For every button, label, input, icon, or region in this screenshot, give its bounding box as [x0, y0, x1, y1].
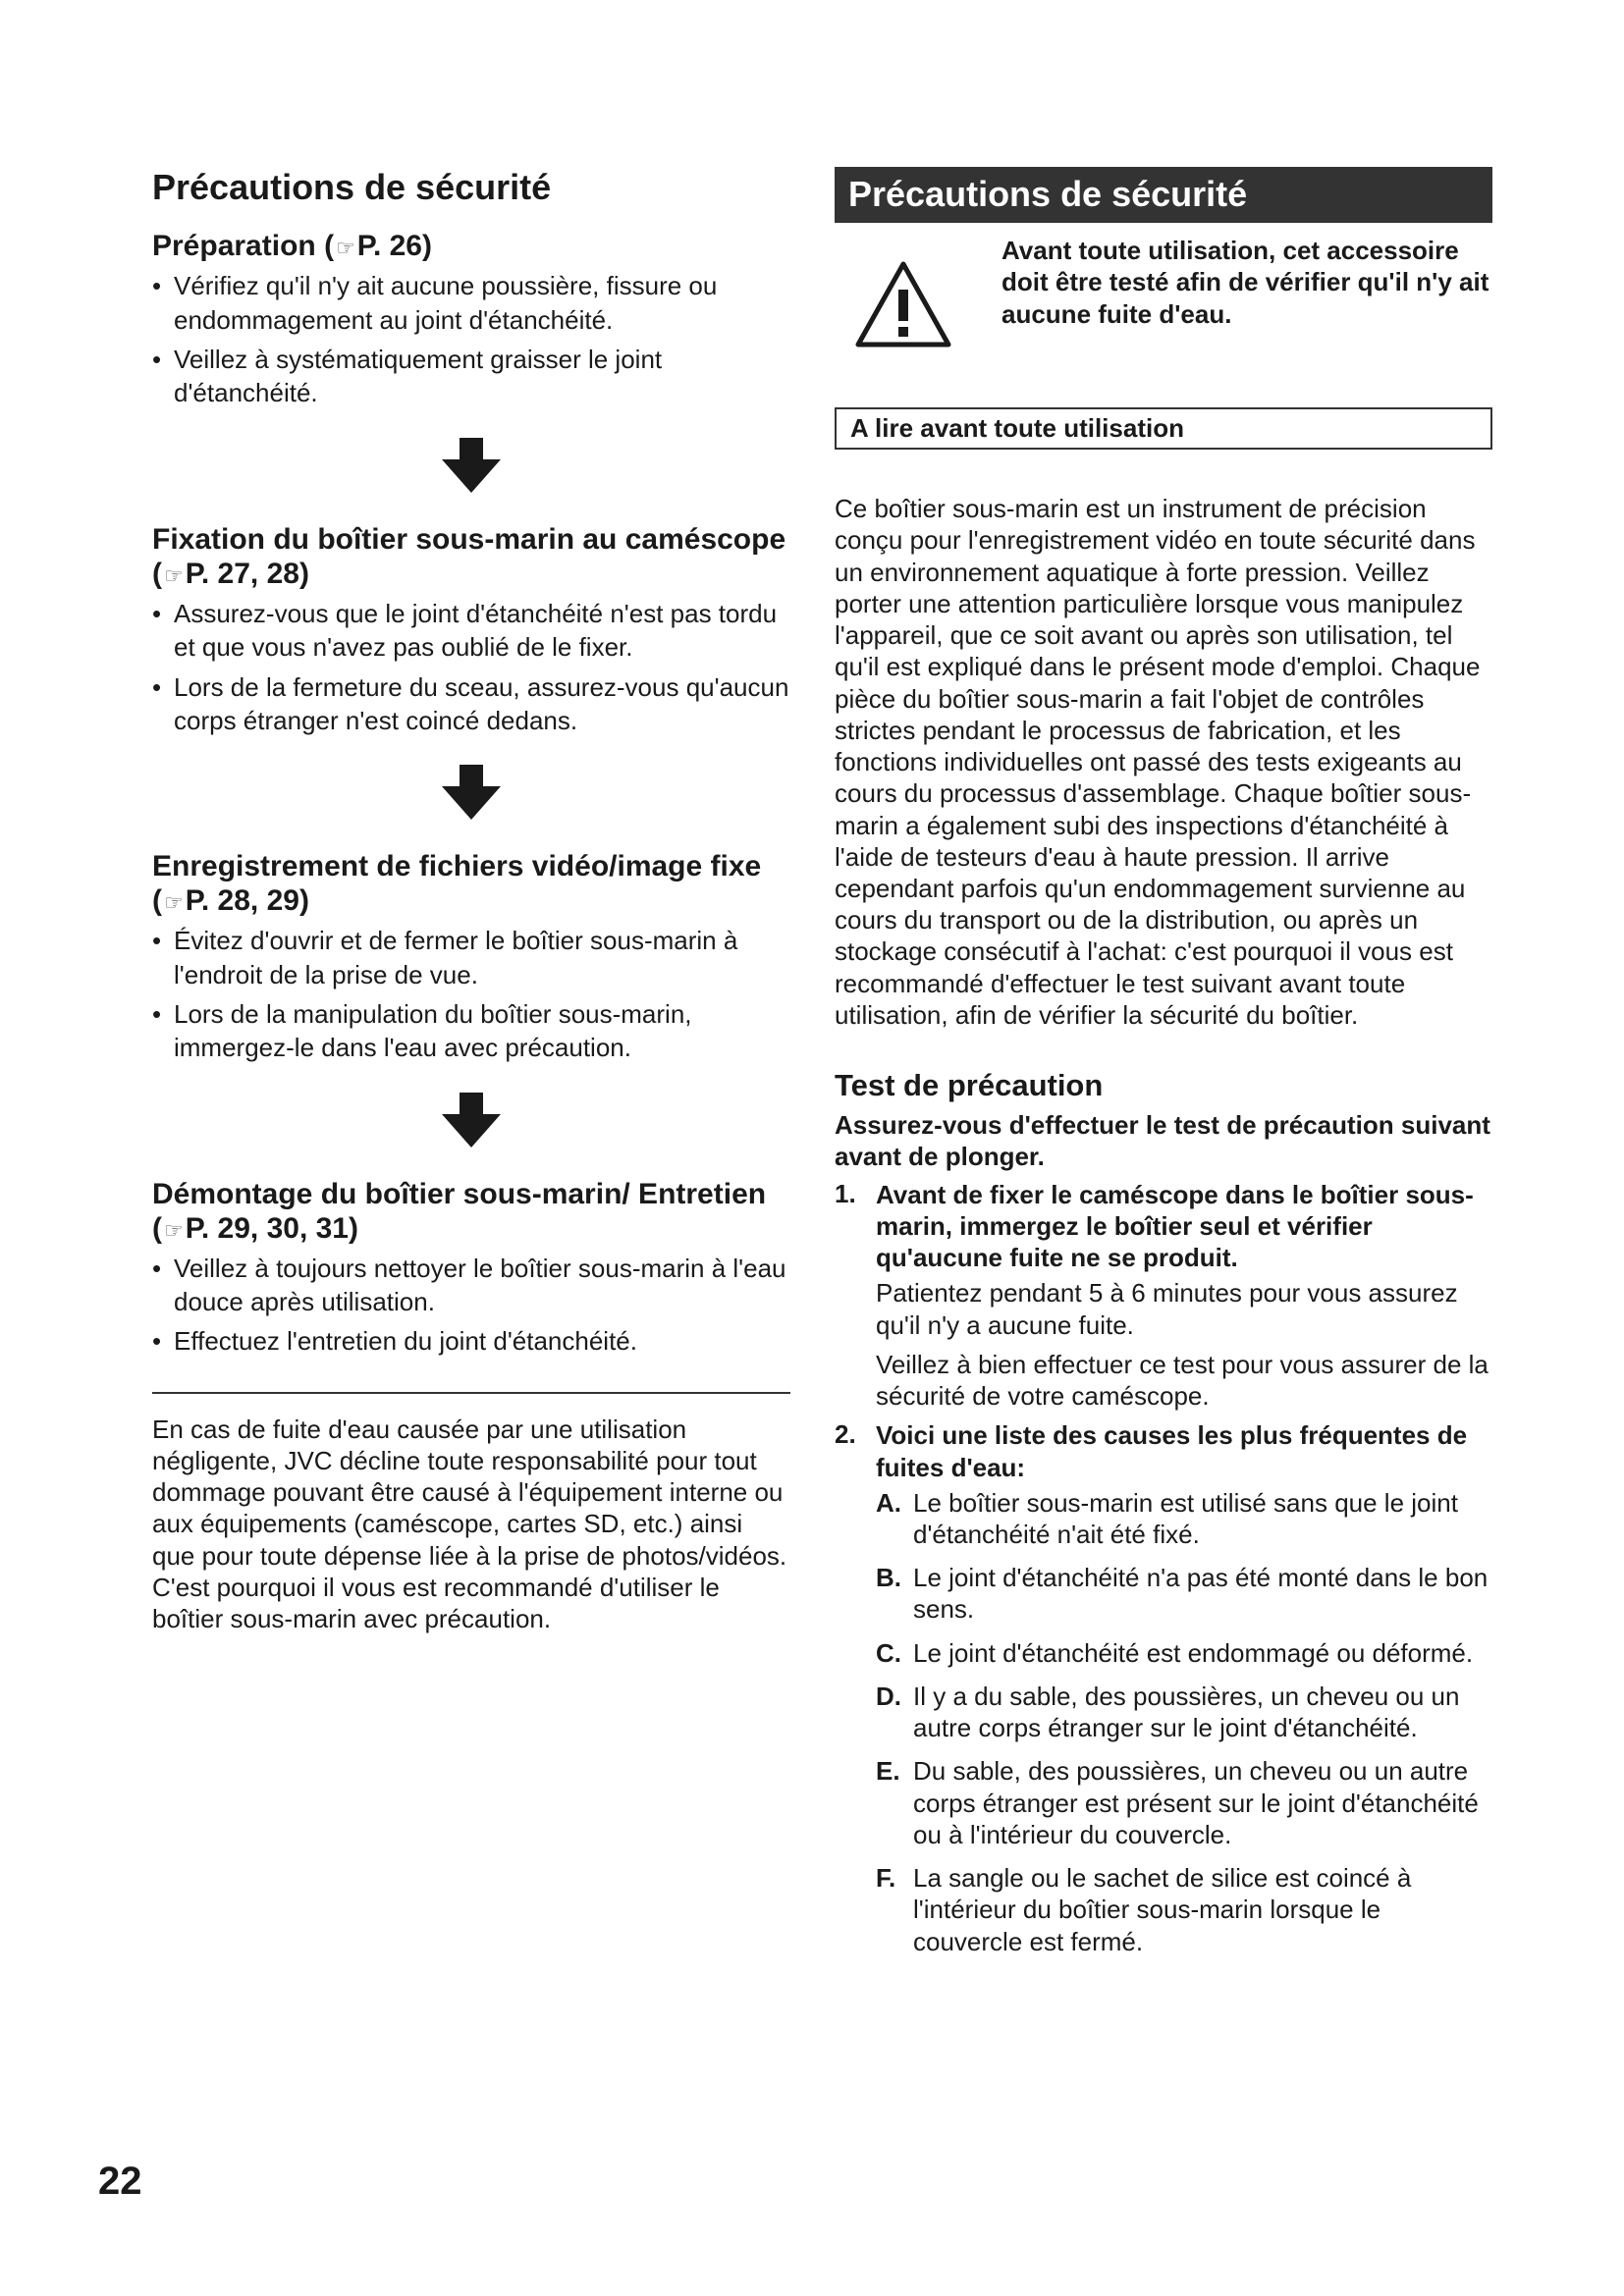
section-banner: Précautions de sécurité [835, 167, 1492, 223]
intro-text: Ce boîtier sous-marin est un instrument de précision conçu pour l'enregistrement vidéo en toute sécurité dans un environnement aquatique à forte pression. Veillez porter une attention particulière lorsque vous manipulez l'appareil, que ce soit avant ou après son utilisation, tel qu'il est expliqué dans le présent mode d'emploi. Chaque pièce du boîtier sous-marin a fait l'objet de contrôles strictes pendant le processus de fabrication, et les fonctions individuelles ont passé des tests exigeants au cours du processus d'assemblage. Chaque boîtier sous-marin a également subi des inspections d'étanchéité à l'aide de testeurs d'eau à haute pression. Il arrive cependant parfois qu'un endommagement survienne au cours du transport ou de la distribution, ou après un stockage consécutif à l'achat: c'est pourquoi il vous est recommandé d'effectuer le test suivant avant toute utilisation, afin de vérifier la sécurité du boîtier. [835, 494, 1481, 1030]
bullet-item: • Évitez d'ouvrir et de fermer le boîtier sous-marin à l'endroit de la prise de vue. [152, 924, 790, 991]
cause-item: B. Le joint d'étanchéité n'a pas été monté dans le bon sens. [876, 1563, 1489, 1625]
page-ref: P. 27, 28 [185, 557, 299, 590]
arrow-down-icon [152, 438, 790, 493]
step-preparation: Préparation (☞P. 26) • Vérifiez qu'il n'y ait aucune poussière, fissure ou endommagement au joint d'étanchéité. • Veillez à systématiquement graisser le joint d'étanchéité. [152, 229, 790, 409]
step-paragraph: Veillez à bien effectuer ce test pour vous assurer de la sécurité de votre caméscope. [876, 1349, 1489, 1412]
page-ref: P. 28, 29 [185, 884, 299, 918]
bullet-list [152, 269, 790, 409]
test-step [835, 1419, 1492, 1957]
bullet-item: • Assurez-vous que le joint d'étanchéité n'est pas tordu et que vous n'avez pas oublié de le fixer. [152, 597, 790, 665]
cause-item: E. Du sable, des poussières, un cheveu ou un autre corps étranger est présent sur le joint d'étanchéité ou à l'intérieur du couvercle. [876, 1756, 1479, 1849]
step-recording: Enregistrement de fichiers vidéo/image fixe (☞P. 28, 29) • Évitez d'ouvrir et de fermer le boîtier sous-marin à l'endroit de la prise de vue. • Lors de la manipulation du boîtier sous-marin, immergez-le dans l'eau avec précaution. [152, 849, 790, 1064]
warning-triangle-icon [854, 250, 952, 358]
bullet-item: • Veillez à toujours nettoyer le boîtier sous-marin à l'eau douce après utilisation. [152, 1252, 790, 1319]
bullet-item: • Vérifiez qu'il n'y ait aucune poussière, fissure ou endommagement au joint d'étanchéité. [152, 269, 790, 337]
pointing-hand-icon: ☞ [336, 236, 355, 261]
cause-item: D. Il y a du sable, des poussières, un cheveu ou un autre corps étranger sur le joint d'étanchéité. [876, 1681, 1460, 1743]
bullet-item: • Effectuez l'entretien du joint d'étanchéité. [152, 1324, 790, 1358]
step-paragraph: Patientez pendant 5 à 6 minutes pour vous assurez qu'il n'y a aucune fuite. [876, 1278, 1458, 1340]
warning-text: Avant toute utilisation, cet accessoire doit être testé afin de vérifier qu'il n'y ait aucune fuite d'eau. [1001, 236, 1489, 329]
step-number: 1. [835, 1178, 856, 1208]
bullet-list [152, 1252, 790, 1359]
bullet-item: • Veillez à systématiquement graisser le joint d'étanchéité. [152, 343, 790, 410]
step-fixation: Fixation du boîtier sous-marin au caméscope (☞P. 27, 28) • Assurez-vous que le joint d'étanchéité n'est pas tordu et que vous n'avez pas oublié de le fixer. • Lors de la fermeture du sceau, assurez-vous qu'aucun corps étranger n'est coincé dedans. [152, 522, 790, 737]
pointing-hand-icon: ☞ [164, 562, 184, 588]
bullet-item: • Lors de la fermeture du sceau, assurez-vous qu'aucun corps étranger n'est coincé dedans. [152, 670, 790, 738]
bullet-list [152, 924, 790, 1064]
pointing-hand-icon: ☞ [164, 1217, 184, 1243]
pointing-hand-icon: ☞ [164, 890, 184, 916]
test-subtitle: Assurez-vous d'effectuer le test de précaution suivant avant de plonger. [835, 1110, 1490, 1172]
read-before-heading: A lire avant toute utilisation [835, 407, 1492, 450]
cause-item: F. La sangle ou le sachet de silice est coincé à l'intérieur du boîtier sous-marin lorsque le couvercle est fermé. [876, 1863, 1412, 1956]
cause-item: C. Le joint d'étanchéité est endommagé ou déformé. [876, 1637, 1474, 1668]
arrow-down-icon [152, 1093, 790, 1148]
page-ref: P. 26 [356, 230, 422, 263]
step-title: Enregistrement de fichiers vidéo/image fixe [152, 850, 762, 883]
cause-item: A. Le boîtier sous-marin est utilisé sans que le joint d'étanchéité n'ait été fixé. [876, 1487, 1458, 1549]
step-heading: Voici une liste des causes les plus fréquentes de fuites d'eau: [876, 1420, 1468, 1482]
step-title: Démontage du boîtier sous-marin/ Entretien [152, 1177, 767, 1210]
warning-block [835, 235, 1492, 358]
page-number: 22 [98, 2160, 142, 2203]
test-title: Test de précaution [835, 1068, 1104, 1103]
right-column [835, 167, 1492, 1969]
bullet-item: • Lors de la manipulation du boîtier sous-marin, immergez-le dans l'eau avec précaution. [152, 997, 790, 1065]
page-ref: P. 29, 30, 31 [185, 1211, 349, 1245]
test-steps [835, 1179, 1492, 1957]
step-number: 2. [835, 1419, 856, 1450]
causes-list [876, 1487, 1492, 1957]
divider [152, 1392, 790, 1394]
bullet-list [152, 597, 790, 737]
disclaimer-text: En cas de fuite d'eau causée par une utilisation négligente, JVC décline toute responsabilité pour tout dommage pouvant être causé à l'équipement interne ou aux équipements (caméscope, cartes SD, etc.) ainsi que pour toute dépense liée à la prise de photos/vidéos. C'est pourquoi il vous est recommandé d'utiliser le boîtier sous-marin avec précaution. [152, 1414, 787, 1634]
step-title: Préparation [152, 230, 316, 263]
test-step [835, 1179, 1492, 1413]
page-title: Précautions de sécurité [152, 167, 552, 207]
step-title: Fixation du boîtier sous-marin au caméscope [152, 522, 786, 556]
arrow-down-icon [152, 765, 790, 820]
left-column [152, 167, 790, 1634]
step-dismantling: Démontage du boîtier sous-marin/ Entretien (☞P. 29, 30, 31) • Veillez à toujours nettoyer le boîtier sous-marin à l'eau douce après utilisation. • Effectuez l'entretien du joint d'étanchéité. [152, 1177, 790, 1359]
step-heading: Avant de fixer le caméscope dans le boîtier sous-marin, immergez le boîtier seul et vérifier qu'aucune fuite ne se produit. [876, 1179, 1474, 1273]
